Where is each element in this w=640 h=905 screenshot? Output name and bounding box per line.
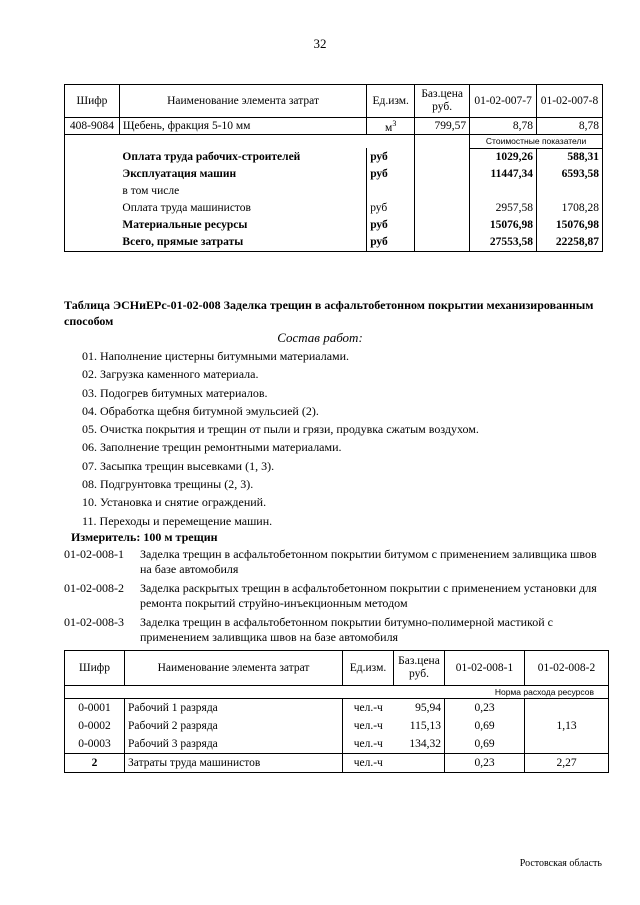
row-v1: 15076,98: [470, 217, 537, 234]
row-unit: чел.-ч: [343, 717, 394, 735]
header-code: Шифр: [65, 651, 125, 686]
list-item: 06. Заполнение трещин ремонтными материалами.: [82, 440, 342, 455]
row-v2: [525, 735, 609, 754]
norm-desc: Заделка трещин в асфальтобетонном покрытии битумно-полимерной мастикой с применением заливщика швов на базе автомобиля: [140, 615, 553, 644]
item-unit: $м^3$: [367, 118, 415, 135]
table-row: [65, 717, 609, 735]
list-item: 08. Подгрунтовка трещины (2, 3).: [82, 477, 254, 492]
row-v1: 0,69: [445, 735, 525, 754]
table-row: [65, 200, 603, 217]
row-name: Эксплуатация машин: [122, 168, 237, 180]
list-item: 07. Засыпка трещин высевками (1, 3).: [82, 458, 275, 473]
norm-item: [64, 547, 609, 577]
footer-region: Ростовская область: [519, 858, 602, 869]
header-v1: 01-02-008-1: [445, 651, 525, 686]
header-unit: Ед.изм.: [367, 85, 415, 118]
cost-label: Стоимостные показатели: [470, 135, 603, 149]
header-v1: 01-02-007-7: [470, 85, 537, 118]
header-name: Наименование элемента затрат: [125, 651, 343, 686]
list-item: 04. Обработка щебня битумной эмульсией (2).: [82, 403, 319, 418]
item-name: Щебень, фракция 5-10 мм: [119, 118, 366, 135]
norm-desc: Заделка раскрытых трещин в асфальтобетонном покрытии с применением установки для ремонта покрытий струйно-инъекционным методом: [140, 581, 597, 610]
norm-code: 01-02-008-3: [64, 615, 124, 629]
row-v1: 0,69: [445, 717, 525, 735]
section-title: Таблица ЭСНиЕРс-01-02-008 Заделка трещин в асфальтобетонном покрытии механизированным способом: [64, 298, 594, 328]
table-row: [65, 118, 603, 135]
list-item: 01. Наполнение цистерны битумными материалами.: [82, 349, 350, 363]
table-row: [65, 735, 609, 754]
row-unit: чел.-ч: [343, 699, 394, 718]
row-name: Рабочий 1 разряда: [125, 699, 343, 718]
row-v2: [525, 699, 609, 718]
row-v1: 0,23: [445, 699, 525, 718]
header-price: Баз.цена руб.: [394, 651, 445, 686]
row-name: Всего, прямые затраты: [119, 234, 366, 252]
row-name: Рабочий 3 разряда: [125, 735, 343, 754]
row-v2: 15076,98: [537, 217, 603, 234]
list-item: 03. Подогрев битумных материалов.: [82, 385, 268, 400]
header-name: Наименование элемента затрат: [119, 85, 366, 118]
table-row: [65, 166, 603, 183]
item-v2: 8,78: [537, 118, 603, 135]
row-v2: 588,31: [537, 148, 603, 166]
list-item: 11. Переходы и перемещение машин.: [82, 513, 273, 528]
norm-item: [64, 581, 609, 611]
row-name: Оплата труда машинистов: [122, 202, 251, 214]
list-item: 02. Загрузка каменного материала.: [82, 367, 259, 382]
row-name: Рабочий 2 разряда: [125, 717, 343, 735]
row-v2: 6593,58: [537, 166, 603, 183]
row-v2: 1708,28: [537, 200, 603, 217]
list-item: 05. Очистка покрытия и трещин от пыли и грязи, продувка сжатым воздухом.: [82, 422, 479, 437]
norm-list: [64, 547, 609, 649]
page-number: 32: [313, 36, 327, 51]
row-unit: чел.-ч: [343, 735, 394, 754]
row-v2: 22258,87: [537, 234, 603, 252]
row-price: 134,32: [409, 738, 441, 750]
table-row: [65, 699, 609, 718]
norm-code: 01-02-008-1: [64, 547, 124, 561]
row-price: [394, 754, 445, 773]
work-list: [82, 347, 479, 530]
row-v1: 27553,58: [470, 234, 537, 252]
table-row: [65, 217, 603, 234]
row-price: 115,13: [409, 720, 441, 732]
norm-label: Норма расхода ресурсов: [65, 686, 609, 699]
header-v2: 01-02-008-2: [525, 651, 609, 686]
table-row: [65, 754, 609, 773]
row-unit: руб: [367, 166, 415, 183]
norm-code: 01-02-008-2: [64, 581, 124, 595]
row-v1: 11447,34: [470, 166, 537, 183]
cost-label-row: [65, 135, 603, 149]
row-name: Материальные ресурсы: [122, 219, 248, 231]
norm-desc: Заделка трещин в асфальтобетонном покрытии битумом с применением заливщика швов на базе автомобиля: [140, 547, 597, 576]
row-v2: 2,27: [525, 754, 609, 773]
row-name: Оплата труда рабочих-строителей: [122, 150, 301, 163]
row-v1: 0,23: [445, 754, 525, 773]
work-heading: Состав работ:: [277, 330, 363, 345]
table-row: [65, 234, 603, 252]
row-code: 0-0003: [65, 735, 125, 754]
table-header-row: [65, 651, 609, 686]
row-v2: 1,13: [525, 717, 609, 735]
row-price: 95,94: [415, 702, 441, 714]
row-name: Затраты труда машинистов: [125, 754, 343, 773]
header-price: Баз.цена руб.: [415, 85, 470, 118]
list-item: 10. Установка и снятие ограждений.: [82, 495, 267, 510]
resource-table-008: [64, 650, 609, 773]
row-code: 0-0002: [65, 717, 125, 735]
norm-label-row: [65, 686, 609, 699]
row-unit: чел.-ч: [343, 754, 394, 773]
row-code: 2: [65, 754, 125, 773]
meter-label: Измеритель: 100 м трещин: [71, 530, 218, 544]
table-row: [65, 183, 603, 200]
cost-table-007: [64, 84, 603, 252]
row-code: 0-0001: [65, 699, 125, 718]
header-unit: Ед.изм.: [343, 651, 394, 686]
row-v1: 2957,58: [470, 200, 537, 217]
table-row: [65, 148, 603, 166]
row-unit: руб: [367, 200, 415, 217]
item-v1: 8,78: [470, 118, 537, 135]
header-v2: 01-02-007-8: [537, 85, 603, 118]
item-code: 408-9084: [65, 118, 120, 135]
header-code: Шифр: [65, 85, 120, 118]
norm-item: [64, 615, 609, 645]
table-header-row: [65, 85, 603, 118]
row-unit: руб: [367, 234, 415, 252]
row-name: в том числе: [122, 185, 180, 197]
row-unit: руб: [367, 148, 415, 166]
row-v1: 1029,26: [470, 148, 537, 166]
row-unit: руб: [367, 217, 415, 234]
item-price: 799,57: [415, 118, 470, 135]
